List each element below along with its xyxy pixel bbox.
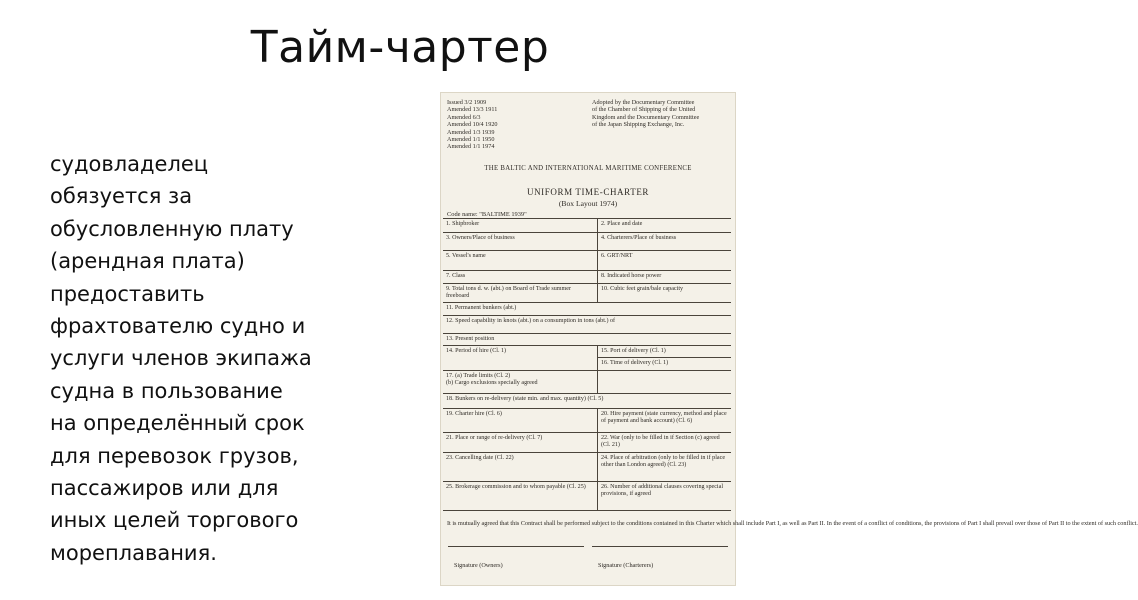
adoption-line: Kingdom and the Documentary Committee [592, 113, 700, 121]
box-row [443, 270, 731, 283]
box-row [443, 333, 731, 345]
issue-line: Amended 10/4 1920 [447, 121, 498, 129]
body-line: фрахтователю судно и [50, 314, 306, 339]
box-row [443, 218, 731, 232]
signature-line-charterers [592, 546, 728, 547]
box-cell [598, 371, 731, 393]
box-cell: 9. Total tons d. w. (abt.) on Board of Trade summer freeboard [443, 284, 598, 302]
body-line: судна в пользование [50, 378, 283, 403]
issue-line: Amended 1/3 1939 [447, 128, 495, 136]
box-cell: 5. Vessel's name [443, 251, 598, 270]
box-cell: 23. Cancelling date (Cl. 22) [443, 453, 598, 481]
box-cell: 12. Speed capability in knots (abt.) on a consumption in tons (abt.) of [446, 318, 616, 324]
box-cell: 15. Port of delivery (Cl. 1) [601, 348, 666, 354]
code-name: Code name: "BALTIME 1939" [447, 211, 527, 218]
body-line: обязуется за [50, 184, 193, 209]
body-line: для перевозок грузов, [50, 443, 299, 468]
box-cell: 1. Shipbroker [443, 219, 598, 232]
box-cell: 14. Period of hire (Cl. 1) [443, 346, 598, 370]
issue-line: Amended 6/3 [447, 113, 481, 121]
issue-line: Issued 3/2 1909 [447, 99, 487, 106]
box-cell: 24. Place of arbitration (only to be filled in if place other than London agreed) (Cl. 23) [601, 455, 726, 468]
box-cell: 13. Present position [446, 336, 495, 342]
issue-history [447, 99, 498, 151]
box-row [443, 408, 731, 432]
body-line: услуги членов экипажа [50, 346, 312, 371]
box-cell: 2. Place and date [601, 221, 643, 227]
box-cell: 11. Permanent bunkers (abt.) [446, 305, 517, 311]
box-cell: 18. Bunkers on re-delivery (state min. and max. quantity) (Cl. 5) [446, 396, 604, 402]
body-line: иных целей торгового [50, 508, 299, 533]
issue-line: Amended 13/3 1911 [447, 106, 498, 114]
issue-line: Amended 1/1 1950 [447, 136, 495, 144]
signature-owners-label: Signature (Owners) [454, 562, 503, 569]
box-cell: 21. Place or range of re-delivery (Cl. 7) [443, 433, 598, 452]
body-line: обусловленную плату [50, 216, 294, 241]
signature-charterers-label: Signature (Charterers) [598, 562, 654, 569]
box-cell: 4. Charterers/Place of business [601, 235, 677, 241]
body-line: (арендная плата) [50, 249, 245, 274]
box-row [443, 452, 731, 481]
slide-title: Тайм-чартер [250, 22, 550, 73]
charter-party-document-image [440, 92, 1138, 586]
box-cell: 19. Charter hire (Cl. 6) [443, 409, 598, 432]
box-cell: 25. Brokerage commission and to whom payable (Cl. 25) [443, 482, 598, 510]
box-row [443, 345, 731, 370]
box-row [443, 232, 731, 250]
box-row [443, 393, 731, 408]
box-cell: 7. Class [443, 271, 598, 283]
box-row [443, 370, 731, 393]
body-line: судовладелец [50, 152, 209, 176]
box-cell-text: 17. (a) Trade limits (Cl. 2) [446, 373, 511, 379]
box-cell: 10. Cubic feet grain/bale capacity [601, 286, 684, 292]
box-row [443, 432, 731, 452]
adoption-line: Adopted by the Documentary Committee [592, 99, 695, 106]
box-row [443, 481, 731, 511]
signature-line-owners [448, 546, 584, 547]
agreement-clause: It is mutually agreed that this Contract shall be performed subject to the conditions contained in this Charter which shall include Part I, as well as Part II. In the event of a conflict of conditions, the provisions of Part I shall prevail over those of Part II to the extent of such conflict. [447, 520, 1138, 527]
issue-line: Amended 1/1 1974 [447, 143, 495, 151]
body-line: мореплавания. [50, 540, 217, 565]
form-title: UNIFORM TIME-CHARTER [526, 187, 650, 197]
box-cell: 6. GRT/NRT [601, 253, 633, 259]
box-cell: 20. Hire payment (state currency, method and place of payment and bank account) (Cl. 6) [601, 411, 727, 424]
adoption-line: of the Japan Shipping Exchange, Inc. [592, 121, 685, 129]
body-line: на определённый срок [50, 411, 305, 436]
box-cell: 22. War (only to be filled in if Section (c) agreed (Cl. 21) [601, 435, 720, 448]
adoption-line: of the Chamber of Shipping of the United [592, 106, 696, 114]
form-subtitle: (Box Layout 1974) [558, 199, 618, 208]
box-cell: 3. Owners/Place of business [443, 233, 598, 250]
body-line: пассажиров или для [50, 476, 279, 501]
box-row [443, 283, 731, 302]
box-cell: 8. Indicated horse power [601, 273, 662, 279]
body-line: предоставить [50, 281, 205, 306]
box-row [443, 302, 731, 315]
box-cell [443, 371, 598, 393]
box-row [443, 315, 731, 333]
adoption-note [592, 99, 699, 129]
box-cell-text: (b) Cargo exclusions specially agreed [446, 380, 538, 386]
box-cell: 26. Number of additional clauses covering special provisions, if agreed [601, 484, 724, 497]
slide-body-text [50, 148, 390, 569]
box-row [443, 250, 731, 270]
box-grid [443, 218, 731, 511]
conference-name: THE BALTIC AND INTERNATIONAL MARITIME CONFERENCE [484, 165, 692, 172]
box-cell-group [598, 346, 731, 370]
box-cell: 16. Time of delivery (Cl. 1) [598, 357, 731, 367]
